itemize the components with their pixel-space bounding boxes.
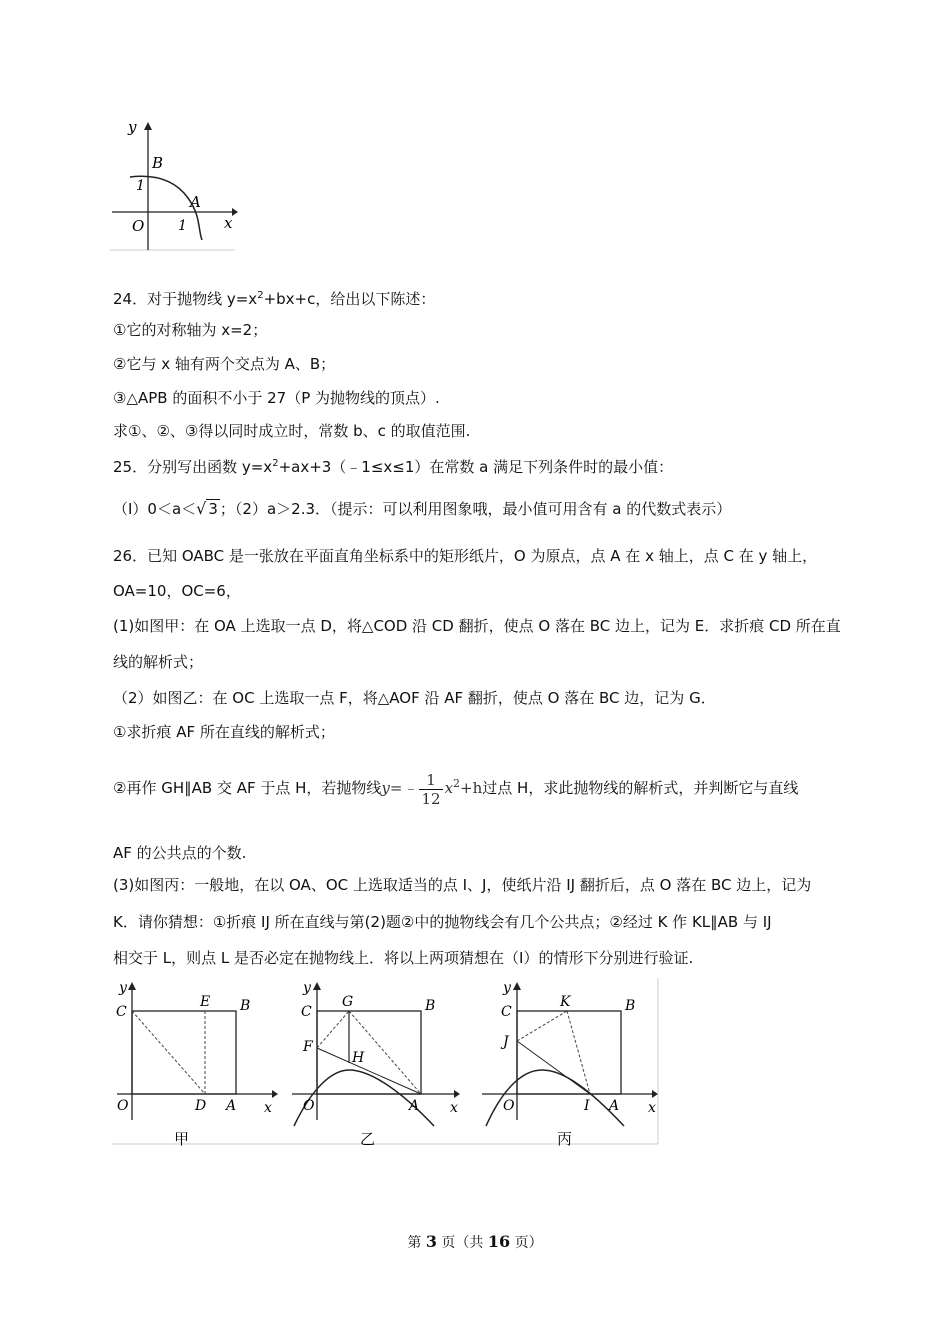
q24-statement-1: ①它的对称轴为 x=2；	[113, 321, 268, 339]
q24-statement-2: ②它与 x 轴有两个交点为 A、B；	[113, 355, 336, 373]
q26-part2-1: ①求折痕 AF 所在直线的解析式；	[113, 723, 335, 741]
svg-text:D: D	[195, 1098, 207, 1114]
q26-stem-2: OA=10，OC=6，	[113, 582, 241, 600]
label-o: O	[132, 217, 145, 235]
svg-text:C: C	[501, 1004, 512, 1020]
svg-text:G: G	[342, 994, 354, 1010]
svg-text:A: A	[226, 1098, 237, 1114]
svg-text:A: A	[409, 1098, 420, 1114]
svg-text:O: O	[303, 1098, 315, 1114]
svg-text:y: y	[119, 980, 127, 996]
q26-part2-2: ②再作 GH∥AB 交 AF 于点 H，若抛物线y=﹣ $\frac{1}{12}$ $x^2+h$过点 H，求此抛物线的解析式，并判断它与直线	[113, 770, 799, 808]
svg-text:O: O	[503, 1098, 515, 1114]
svg-text:x: x	[450, 1100, 458, 1116]
figures-row	[112, 978, 660, 1146]
q25-stem: 25．分别写出函数 $y=x^2+ax+3(﹣1\le x\le 1)$在常数 a 满足下列条件时的最小值：	[113, 458, 674, 476]
svg-text:x: x	[648, 1100, 656, 1116]
svg-text:乙: 乙	[360, 1130, 376, 1146]
svg-text:J: J	[503, 1034, 509, 1050]
label-b: B	[152, 154, 164, 172]
q24-stem: 24．对于抛物线 $y=x^2+bx+c$，给出以下陈述：	[113, 290, 436, 308]
svg-text:x: x	[264, 1100, 272, 1116]
svg-text:O: O	[117, 1098, 129, 1114]
svg-text:C: C	[116, 1004, 127, 1020]
q26-part1-b: 线的解析式；	[113, 653, 204, 671]
label-1-y: 1	[136, 178, 145, 194]
label-a: A	[190, 193, 201, 211]
svg-text:H: H	[352, 1050, 365, 1066]
parabola-equation: y=﹣ $\frac{1}{12}$ $x^2+h$	[381, 770, 483, 808]
svg-text:A: A	[609, 1098, 620, 1114]
label-1-x: 1	[178, 218, 187, 234]
svg-text:F: F	[303, 1039, 313, 1055]
svg-text:I: I	[584, 1098, 590, 1114]
q26-part3-c: 相交于 L，则点 L 是否必定在抛物线上．将以上两项猜想在（I）的情形下分别进行验证.	[113, 949, 694, 967]
label-y: y	[128, 118, 137, 136]
q26-part3-a: (3)如图丙：一般地，在以 OA、OC 上选取适当的点 I、J，使纸片沿 IJ 翻折后，点 O 落在 BC 边上，记为	[113, 876, 812, 894]
sqrt-icon: √	[196, 499, 207, 518]
q26-part1-a: (1)如图甲：在 OA 上选取一点 D，将△COD 沿 CD 翻折，使点 O 落在 BC 边上，记为 E．求折痕 CD 所在直	[113, 617, 841, 635]
svg-text:y: y	[303, 980, 311, 996]
q26-stem-1: 26．已知 OABC 是一张放在平面直角坐标系中的矩形纸片，O 为原点，点 A 在 x 轴上，点 C 在 y 轴上，	[113, 547, 818, 565]
figure-q23	[110, 118, 240, 253]
page-footer: 第 3 页（共 16 页）	[407, 1232, 543, 1251]
svg-text:C: C	[301, 1004, 312, 1020]
svg-text:B: B	[625, 998, 636, 1014]
svg-text:y: y	[503, 980, 511, 996]
svg-text:B: B	[425, 998, 436, 1014]
q26-part2: （2）如图乙：在 OC 上选取一点 F，将△AOF 沿 AF 翻折，使点 O 落在 BC 边，记为 G．	[113, 689, 716, 707]
q24-statement-3: ③△APB 的面积不小于 27（P 为抛物线的顶点）.	[113, 389, 440, 407]
q24-question: 求①、②、③得以同时成立时，常数 b、c 的取值范围.	[113, 422, 471, 440]
q25-conditions: （I）0＜a＜√ 3 ；（2）a＞2.3．（提示：可以利用图象哦，最小值可用含有 a 的代数式表示）	[113, 499, 732, 518]
figure-yi	[292, 980, 460, 1146]
figure-bing	[482, 980, 658, 1146]
svg-text:K: K	[560, 994, 571, 1010]
q26-part3-b: K．请你猜想：①折痕 IJ 所在直线与第(2)题②中的抛物线会有几个公共点；②经过 K 作 KL∥AB 与 IJ	[113, 913, 772, 931]
figure-jia	[116, 980, 278, 1146]
svg-text:丙: 丙	[557, 1130, 573, 1146]
svg-text:E: E	[200, 994, 211, 1010]
svg-text:B: B	[240, 998, 251, 1014]
svg-text:甲: 甲	[174, 1130, 190, 1146]
label-x: x	[224, 214, 233, 232]
q26-part2-3: AF 的公共点的个数.	[113, 844, 247, 862]
